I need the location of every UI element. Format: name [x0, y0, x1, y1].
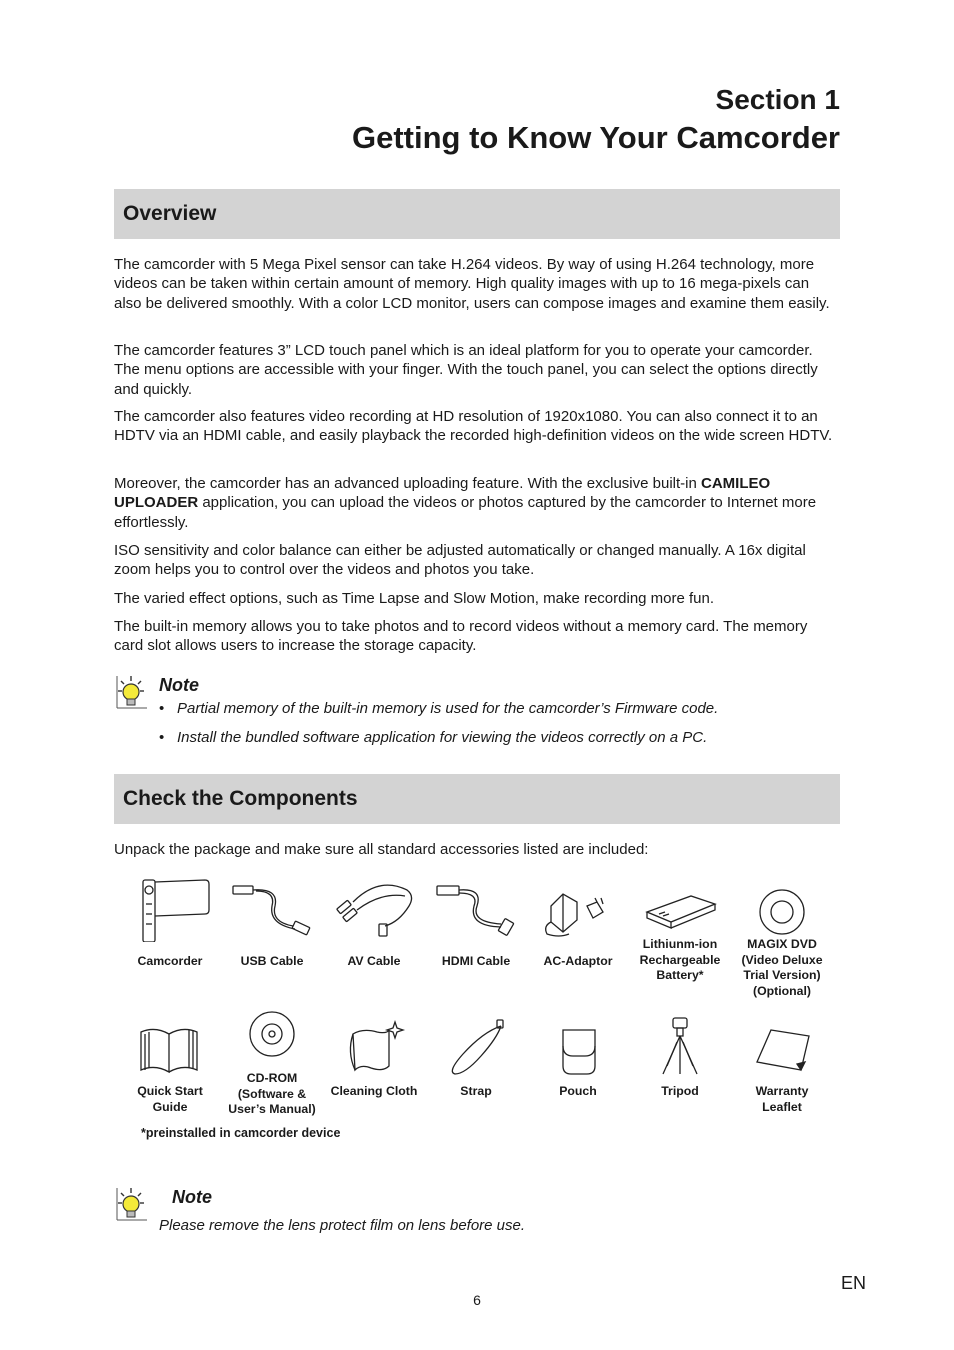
strap-label: Strap — [460, 1084, 492, 1098]
note-bullet-2 — [159, 729, 707, 746]
note-bullet-1 — [159, 700, 718, 717]
overview-paragraph-2: The camcorder features 3” LCD touch panel which is an ideal platform for you to operate your camcorder. The menu options are accessible with your finger. With the touch panel, you can select the options directly and quickly. — [114, 342, 818, 398]
book-label: Quick Start Guide — [137, 1084, 203, 1114]
battery-icon — [635, 876, 725, 942]
note-title: Note — [159, 675, 199, 695]
book-icon — [125, 1012, 215, 1078]
cd-rom-icon — [227, 1000, 317, 1066]
warranty-leaflet-icon — [737, 1012, 827, 1078]
pouch-label: Pouch — [559, 1084, 597, 1098]
note-title: Note — [172, 1187, 212, 1207]
bullet-dot: • — [159, 729, 165, 746]
overview-paragraph-6: The varied effect options, such as Time Lapse and Slow Motion, make recording more fun. — [114, 590, 715, 607]
language-code: EN — [841, 1273, 867, 1293]
overview-paragraph-3: The camcorder also features video recording at HD resolution of 1920x1080. You can also connect it to an HDTV via an HDMI cable, and easily playback the recorded high-definition videos on the wide screen HDTV. — [114, 408, 833, 445]
page-number: 6 — [473, 1292, 481, 1308]
lightbulb-note-icon — [113, 674, 149, 710]
tripod-icon — [635, 1012, 725, 1078]
components-footnote: *preinstalled in camcorder device — [141, 1126, 341, 1140]
section-number: Section 1 — [715, 84, 840, 115]
hdmi-cable-icon — [431, 876, 521, 942]
dvd-label: MAGIX DVD (Video Deluxe Trial Version) (Optional) — [741, 937, 823, 998]
av-cable-icon — [329, 876, 419, 942]
overview-heading-band — [114, 189, 840, 239]
cleaning-cloth-icon — [329, 1012, 419, 1078]
components-intro: Unpack the package and make sure all standard accessories listed are included: — [114, 841, 649, 858]
overview-paragraph-4 — [114, 474, 840, 532]
note-bullet-text: Partial memory of the built-in memory is used for the camcorder’s Firmware code. — [177, 700, 719, 717]
tripod-label: Tripod — [661, 1084, 699, 1098]
section-title: Getting to Know Your Camcorder — [352, 120, 840, 155]
ac-adaptor-label: AC-Adaptor — [543, 954, 613, 968]
camileo-uploader-name: CAMILEO UPLOADER — [114, 475, 771, 512]
cd-rom-label: CD-ROM (Software & User’s Manual) — [228, 1071, 316, 1117]
usb-cable-label: USB Cable — [240, 954, 304, 968]
pouch-icon — [533, 1012, 623, 1078]
components-heading: Check the Components — [123, 787, 358, 810]
bullet-dot: • — [159, 700, 165, 717]
overview-paragraph-7: The built-in memory allows you to take photos and to record videos without a memory card. The memory card slot allows users to increase the storage capacity. — [114, 618, 808, 655]
ac-adaptor-icon — [533, 876, 623, 942]
note-text: Please remove the lens protect film on lens before use. — [159, 1217, 526, 1234]
overview-p4-text-end: application, you can upload the videos or photos captured by the camcorder to Internet more effortlessly. — [114, 494, 817, 531]
overview-paragraph-1: The camcorder with 5 Mega Pixel sensor can take H.264 videos. By way of using H.264 technology, more videos can be taken within certain amount of memory. High quality images with up to 16 mega-pixels can also be delivered smoothly. With a color LCD monitor, users can compose images and examine them easily. — [114, 256, 830, 312]
overview-paragraph-5: ISO sensitivity and color balance can either be adjusted automatically or changed manually. A 16x digital zoom helps you to control over the videos and photos you take. — [114, 542, 806, 579]
camcorder-label: Camcorder — [137, 954, 203, 968]
camcorder-icon — [125, 876, 215, 942]
cleaning-cloth-label: Cleaning Cloth — [330, 1084, 418, 1098]
battery-label: Lithiunm-ion Rechargeable Battery* — [639, 937, 721, 983]
warranty-leaflet-label: Warranty Leaflet — [755, 1084, 809, 1114]
overview-p4-text: Moreover, the camcorder has an advanced uploading feature. With the exclusive built-in — [114, 475, 701, 492]
note-bullet-text: Install the bundled software application for viewing the videos correctly on a PC. — [177, 729, 708, 746]
lightbulb-note-icon — [113, 1186, 149, 1222]
overview-heading: Overview — [123, 202, 217, 225]
av-cable-label: AV Cable — [347, 954, 401, 968]
hdmi-cable-label: HDMI Cable — [441, 954, 511, 968]
dvd-icon — [737, 876, 827, 942]
strap-icon — [431, 1012, 521, 1078]
usb-cable-icon — [227, 876, 317, 942]
components-heading-band — [114, 774, 840, 824]
